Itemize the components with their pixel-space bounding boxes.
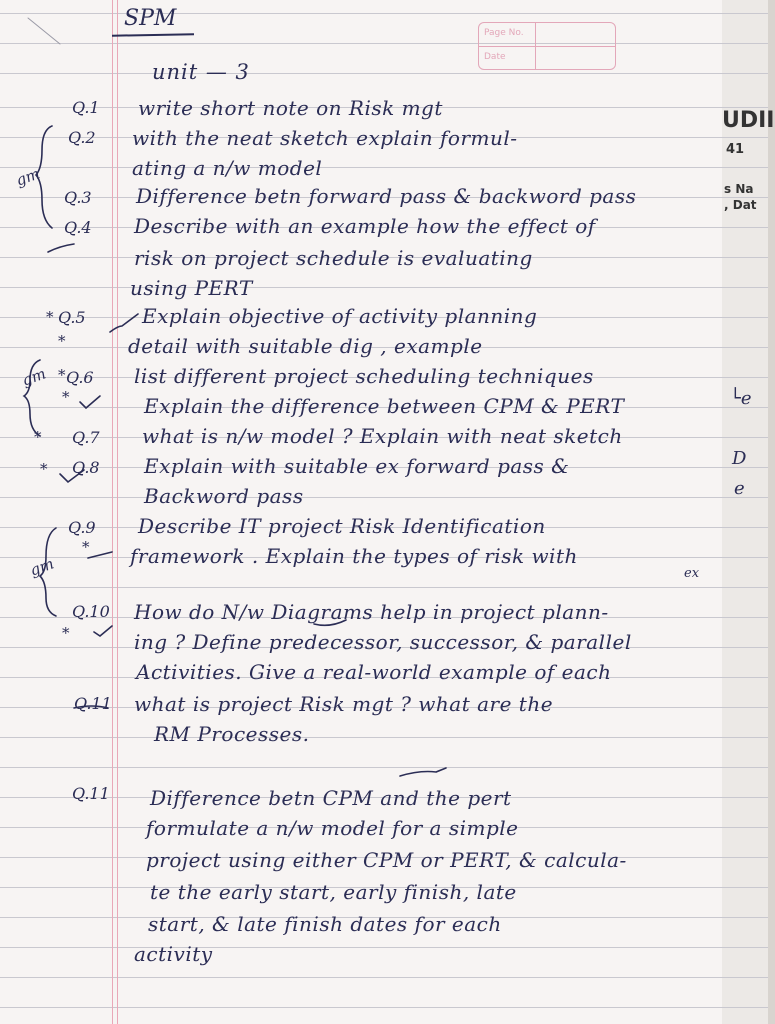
question-line: formulate a n/w model for a simple — [146, 816, 519, 840]
question-number: Q.1 — [72, 98, 100, 117]
date-label: Date — [484, 52, 506, 62]
underline-mark — [48, 244, 74, 252]
question-number: Q.9 — [68, 518, 96, 537]
question-number: Q.11 — [74, 694, 112, 713]
question-line: Backword pass — [144, 484, 304, 508]
edge-text: e — [734, 478, 745, 499]
underline-mark — [74, 706, 108, 708]
star-mark: * — [62, 388, 70, 406]
question-line: Activities. Give a real-world example of each — [136, 660, 612, 684]
unit-heading: unit — 3 — [152, 60, 250, 84]
question-line: Difference betn CPM and the pert — [150, 786, 512, 810]
question-line: risk on project schedule is evaluating — [134, 246, 533, 270]
edge-text: └e — [730, 388, 752, 409]
edge-text: UDII — [722, 108, 775, 133]
star-mark: * — [40, 460, 48, 478]
star-mark: * — [34, 428, 42, 446]
question-number: Q.6 — [66, 368, 94, 387]
question-line: using PERT — [130, 276, 253, 300]
edge-text: s Na — [724, 182, 754, 196]
question-line: Describe with an example how the effect of — [134, 214, 596, 238]
question-line: Difference betn forward pass & backword pass — [136, 184, 637, 208]
adjacent-page-edge — [722, 0, 775, 1024]
question-number: Q.2 — [68, 128, 96, 147]
question-line: framework . Explain the types of risk with — [130, 544, 578, 568]
bracket-q2-q4 — [36, 126, 52, 228]
check-mark — [94, 626, 112, 636]
dash-mark — [88, 552, 112, 558]
tick-mark — [400, 768, 446, 776]
page-no-label: Page No. — [484, 28, 524, 38]
question-line: what is project Risk mgt ? what are the — [134, 692, 554, 716]
edge-text: , Dat — [724, 198, 757, 212]
check-mark — [80, 396, 100, 408]
question-line: list different project scheduling techniques — [134, 364, 594, 388]
question-number: Q.4 — [64, 218, 92, 237]
margin-note-gm: gm — [13, 164, 43, 190]
check-mark — [60, 470, 84, 482]
question-number: Q.8 — [72, 458, 100, 477]
question-line: what is n/w model ? Explain with neat sketch — [142, 424, 623, 448]
star-mark: * — [58, 366, 66, 384]
question-line: Describe IT project Risk Identification — [138, 514, 546, 538]
star-mark: * — [82, 538, 90, 556]
question-number: Q.5 — [58, 308, 86, 327]
margin-note-gm: gm — [19, 364, 49, 390]
pencil-mark — [28, 18, 60, 44]
question-number: Q.3 — [64, 188, 92, 207]
check-mark — [110, 314, 138, 332]
edge-text: 41 — [726, 142, 745, 157]
question-line: start, & late finish dates for each — [148, 912, 502, 936]
star-mark: * — [58, 332, 66, 350]
bracket-q6 — [24, 360, 40, 436]
ex-note: ex — [684, 566, 700, 581]
question-line: ating a n/w model — [132, 156, 323, 180]
question-line: ing ? Define predecessor, successor, & parallel — [134, 630, 632, 654]
edge-text: D — [732, 448, 747, 469]
question-line: write short note on Risk mgt — [138, 96, 443, 120]
question-number: Q.7 — [72, 428, 100, 447]
margin-note-gm: gm — [27, 554, 57, 580]
question-line: RM Processes. — [154, 722, 310, 746]
question-number: Q.10 — [72, 602, 110, 621]
question-line: te the early start, early finish, late — [150, 880, 517, 904]
question-line: How do N/w Diagrams help in project plann- — [134, 600, 609, 624]
question-line: with the neat sketch explain formul- — [132, 126, 518, 150]
question-line: project using either CPM or PERT, & calcula- — [146, 848, 627, 872]
question-line: detail with suitable dig , example — [128, 334, 483, 358]
question-number: Q.11 — [72, 784, 110, 803]
underline-mark — [314, 620, 346, 625]
question-line: Explain objective of activity planning — [142, 304, 538, 328]
page-title: SPM — [124, 6, 177, 31]
star-mark: * — [62, 624, 70, 642]
question-line: Explain the difference between CPM & PERT — [144, 394, 625, 418]
question-line: Explain with suitable ex forward pass & — [144, 454, 570, 478]
question-line: activity — [134, 942, 213, 966]
bracket-q9-q10 — [40, 528, 56, 616]
star-mark: * — [46, 308, 54, 326]
